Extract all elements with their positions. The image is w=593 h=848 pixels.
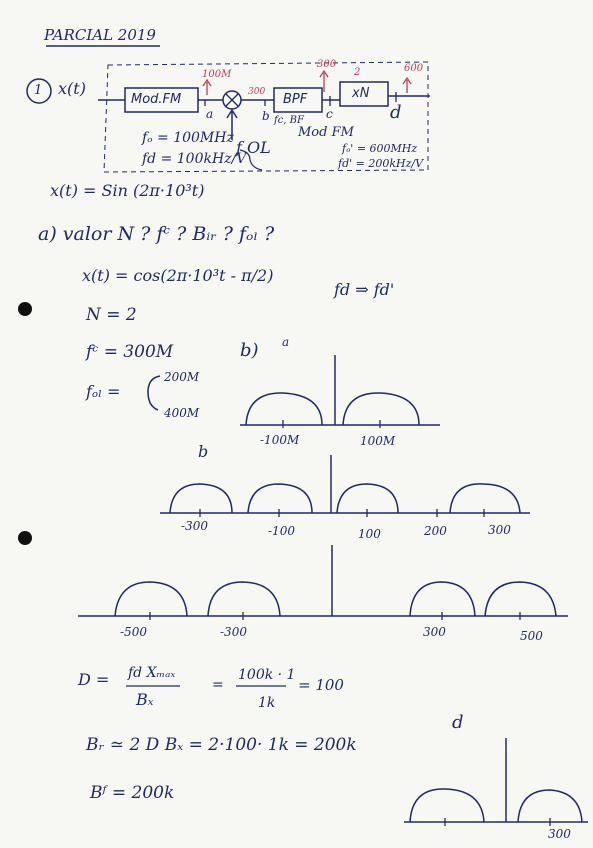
deviation-ratio-result: = 100 [298,676,344,694]
input-signal-label: x(t) [58,79,86,98]
deviation-ratio-denominator-2: 1k [258,695,276,711]
fol-option-1: 200M [164,370,200,384]
bpf-params: fc, BF [274,115,304,126]
xt-cos: x(t) = cos(2π·10³t - π/2) [82,266,274,285]
freq-deviation: fd = 100kHz/V [142,151,247,167]
oscillator-label: f OL [236,138,271,157]
carrier-freq: fₒ = 100MHz [142,130,234,146]
spectrum-b-tick: 100 [358,527,381,541]
spectrum-c-tick: 500 [520,629,543,643]
deviation-ratio-numerator-2: 100k · 1 [238,667,296,683]
output-carrier: fₒ' = 600MHz [342,142,418,155]
multiplier-block-label: xN [352,86,370,101]
bullet-dot [18,531,32,545]
fc-answer: fᶜ = 300M [86,342,174,362]
problem-number: 1 [34,83,43,98]
spectrum-a-tick: 100M [360,434,396,448]
output-deviation: fd' = 200kHz/V [338,157,424,170]
deviation-ratio-label: D = [78,670,110,689]
deviation-ratio-numerator: fd Xₘₐₓ [128,665,176,681]
fol-option-2: 400M [164,406,200,420]
bullet-dot [18,302,32,316]
spectrum-b-tick: 300 [488,523,511,537]
freq-600: 600 [404,63,424,74]
freq-300-b: 300 [248,87,266,97]
freq-300-c: 300 [317,59,337,70]
n-answer: N = 2 [86,305,137,325]
spectrum-d-label: d [452,712,464,733]
deviation-ratio-denominator: Bₓ [136,690,154,709]
spectrum-c-tick: 300 [423,625,446,639]
node-d: d [390,102,402,123]
filter-bandwidth: Bᶠ = 200k [90,783,175,803]
spectrum-a-tick: -100M [260,433,300,447]
node-a: a [206,107,214,121]
mod-fm-note: Mod FM [298,125,354,140]
fd-arrow: fd ⇒ fd' [334,280,395,299]
spectrum-d-tick: 300 [548,827,571,841]
node-c: c [326,107,333,121]
spectrum-c-tick: -300 [220,625,247,639]
spectrum-a-label: a [282,335,290,349]
modfm-block-label: Mod.FM [131,92,182,107]
spectrum-b-tick: -300 [181,519,208,533]
equals-sign: = [212,677,224,693]
n-value-red: 2 [354,67,361,78]
spectrum-b-tick: 200 [424,524,447,538]
part-b-label: b) [240,340,259,361]
spectrum-b-label: b [198,442,209,461]
signal-definition: x(t) = Sin (2π·10³t) [50,181,205,200]
carson-bandwidth: Bᵣ ≃ 2 D Bₓ = 2·100· 1k = 200k [86,735,357,755]
freq-100m: 100M [202,69,232,80]
node-b: b [262,109,270,123]
bpf-block-label: BPF [283,92,308,107]
fol-label: fₒₗ = [86,382,121,401]
part-a-question: a) valor N ? fᶜ ? Bᵢᵣ ? fₒₗ ? [38,223,275,245]
page-title: PARCIAL 2019 [44,26,156,44]
spectrum-b-tick: -100 [268,524,295,538]
spectrum-c-tick: -500 [120,625,147,639]
